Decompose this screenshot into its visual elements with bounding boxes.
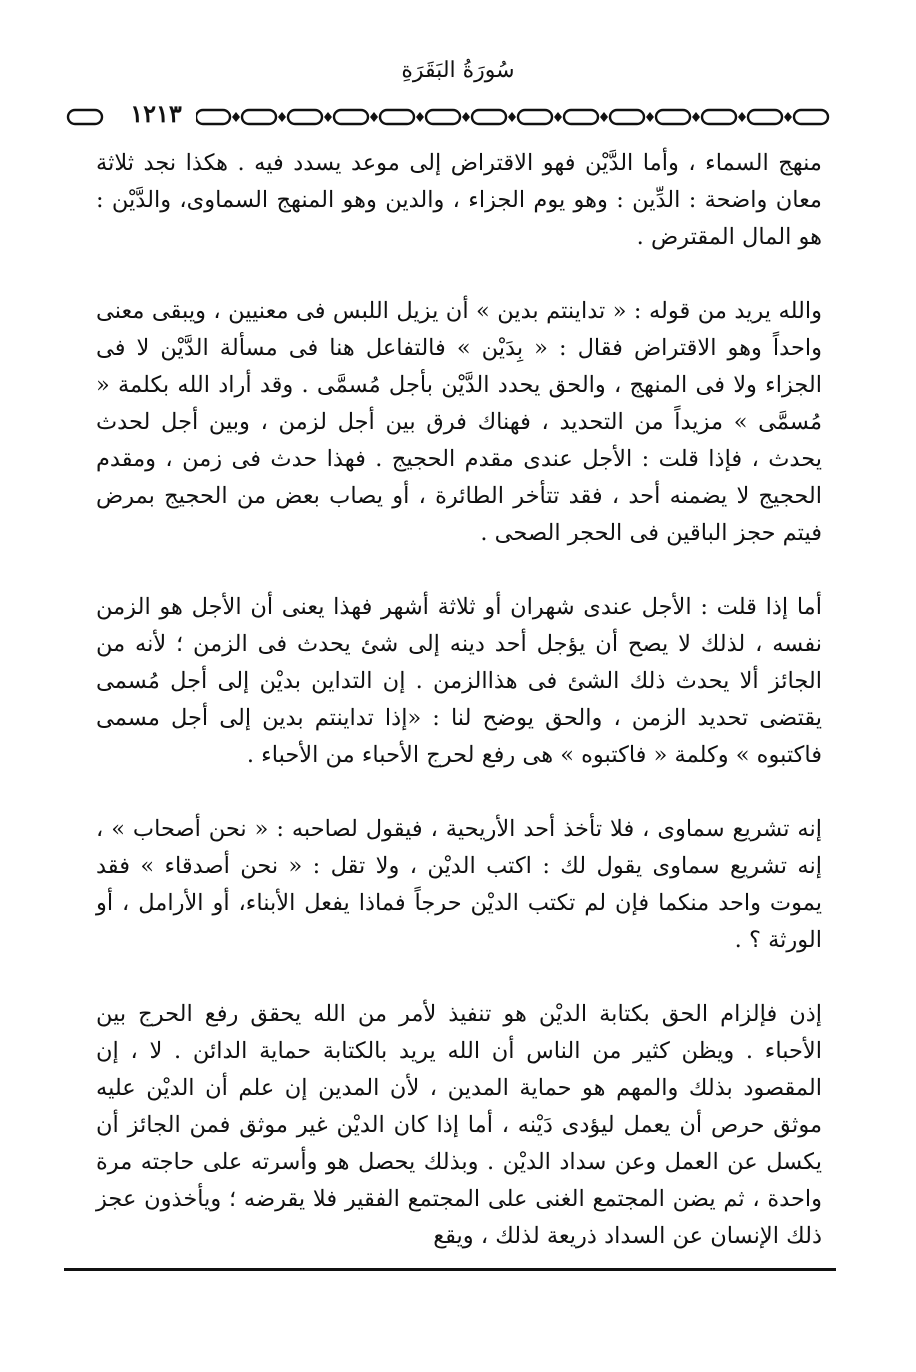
paragraph: إنه تشريع سماوى ، فلا تأخذ أحد الأريحية ، فيقول لصاحبه : « نحن أصحاب » ، إنه تشريع سماوى يقول لك : اكتب الديْن ، ولا تقل : « نحن أصدقاء » فقد يموت واحد منكما فإن لم تكتب الديْن حرجاً فماذا يفعل الأبناء، أو الأرامل ، أو الورثة ؟ .	[96, 816, 822, 953]
bottom-rule	[64, 1268, 836, 1271]
running-head: سُورَةُ البَقَرَةِ	[401, 58, 515, 83]
paragraph: إذن فإلزام الحق بكتابة الديْن هو تنفيذ لأمر من الله يحقق رفع الحرج بين الأحباء . ويظن كثير من الناس أن الله يريد بالكتابة حماية الدائن . لا ، إن المقصود بذلك والمهم هو حماية المدين ، لأن المدين إن علم أن الديْن عليه موثق حرص أن يعمل ليؤدى دَيْنه ، أما إذا كان الديْن غير موثق فمن الجائز أن يكسل عن العمل وعن سداد الديْن . وبذلك يحصل هو وأسرته على حاجته مرة واحدة ، ثم يضن المجتمع الغنى على المجتمع الفقير فلا يقرضه ؛ ويأخذون عجز ذلك الإنسان عن السداد ذريعة لذلك ، ويقع	[96, 1001, 822, 1249]
body-text	[96, 145, 822, 1255]
paragraph: أما إذا قلت : الأجل عندى شهران أو ثلاثة أشهر فهذا يعنى أن الأجل هو الزمن نفسه ، لذلك لا يصح أن يؤجل أحد دينه إلى شئ يحدث فى الزمن ؛ لأنه من الجائز ألا يحدث ذلك الشئ فى هذاالزمن . إن التداين بديْن إلى أجل مُسمى يقتضى تحديد الزمن ، والحق يوضح لنا : «إذا تداينتم بدين إلى أجل مسمى فاكتبوه » وكلمة « فاكتبوه » هى رفع لحرج الأحباء من الأحباء .	[96, 594, 822, 768]
paragraph: منهج السماء ، وأما الدَّيْن فهو الاقتراض إلى موعد يسدد فيه . هكذا نجد ثلاثة معان واضحة : الدِّين : وهو يوم الجزاء ، والدين وهو المنهج السماوى، والدَّيْن : هو المال المقترض .	[96, 150, 822, 250]
page-number: ١٢١٣	[116, 99, 196, 128]
paragraph: والله يريد من قوله : « تداينتم بدين » أن يزيل اللبس فى معنيين ، ويبقى معنى واحداً وهو الاقتراض فقال : « بِدَيْن » فالتفاعل هنا فى مسألة الدَّيْن لا فى الجزاء ولا فى المنهج ، والحق يحدد الدَّيْن بأجل مُسمَّى . وقد أراد الله بكلمة « مُسمَّى » مزيداً من التحديد ، فهناك فرق بين أجل لزمن ، وبين أجل لحدث يحدث ، فإذا قلت : الأجل عندى مقدم الحجيج . فهذا حدث فى زمن ، ومقدم الحجيج لا يضمنه أحد ، فقد تتأخر الطائرة ، أو يصاب بعض من الحجيج بمرض فيتم حجز الباقين فى الحجر الصحى .	[96, 298, 822, 546]
